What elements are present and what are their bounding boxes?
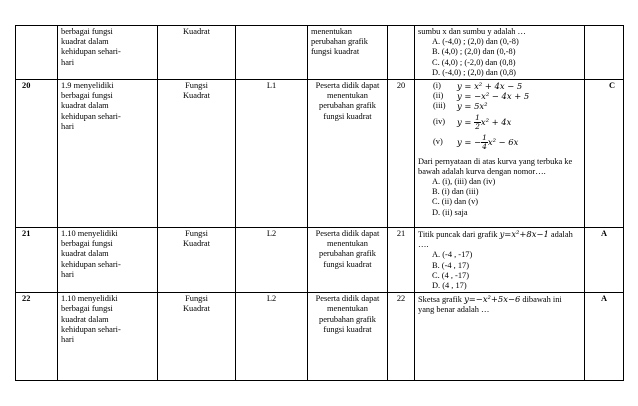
answer-cell: C — [585, 80, 624, 228]
question-equation: y=−x²+5x−6 — [464, 294, 521, 305]
descriptor-cell — [308, 228, 388, 293]
descriptor-line: menentukan — [327, 304, 368, 314]
question-continuation: …. — [418, 240, 429, 250]
indicator-line: berbagai fungsi — [61, 91, 113, 101]
equation-suffix: x² − 6x — [487, 136, 519, 147]
indicator-line: hari — [61, 57, 75, 67]
material-cell — [158, 293, 236, 381]
material-line: Fungsi — [185, 294, 208, 304]
equation-item — [418, 91, 581, 101]
level-cell — [236, 26, 308, 80]
descriptor-cell — [308, 293, 388, 381]
fraction — [474, 114, 481, 131]
table-row — [16, 26, 624, 80]
question-suffix: adalah — [548, 230, 573, 240]
descriptor-line: menentukan — [327, 239, 368, 249]
question-grid-table — [15, 25, 624, 381]
indicator-line: kuadrat dalam — [61, 37, 109, 47]
option-a: A. (-4 , -17) — [432, 250, 473, 260]
indicator-cell — [58, 228, 158, 293]
option-a: A. (i), (iii) dan (iv) — [432, 177, 496, 187]
option-c: C. (4 , -17) — [432, 270, 469, 280]
option-d: D. (-4,0) ; (2,0) dan (0,8) — [432, 67, 516, 77]
indicator-line: kuadrat dalam — [61, 101, 109, 111]
question-cell — [415, 228, 585, 293]
answer-cell — [585, 26, 624, 80]
indicator-line: 1.9 menyelidiki — [61, 81, 114, 91]
material-line: Kuadrat — [183, 239, 210, 249]
indicator-line: kehidupan sehari- — [61, 111, 121, 121]
descriptor-line: perubahan grafik — [319, 314, 376, 324]
number-cell — [16, 26, 58, 80]
indicator-line: kehidupan sehari- — [61, 47, 121, 57]
option-b: B. (i) dan (iii) — [432, 187, 479, 197]
material-line: Kuadrat — [183, 304, 210, 314]
question-equation: y=x²+8x−1 — [499, 229, 549, 240]
option-a: A. (-4,0) ; (2,0) dan (0,-8) — [432, 37, 519, 47]
indicator-cell — [58, 80, 158, 228]
indicator-line: 1.10 menyelidiki — [61, 294, 118, 304]
question-cell — [415, 293, 585, 381]
question-suffix: dibawah ini — [520, 295, 562, 305]
indicator-line: berbagai fungsi — [61, 239, 113, 249]
option-d: D. (ii) saja — [432, 207, 468, 217]
level-cell: L2 — [236, 228, 308, 293]
equation-label: (iv) — [433, 117, 446, 127]
option-b: B. (-4 , 17) — [432, 260, 469, 270]
fraction-denominator: 4 — [482, 141, 487, 151]
fraction-numerator: 1 — [475, 112, 480, 122]
descriptor-line: Peserta didik dapat — [315, 229, 380, 239]
descriptor-line: Peserta didik dapat — [315, 81, 380, 91]
descriptor-line: fungsi kuadrat — [311, 47, 360, 57]
fraction-denominator: 2 — [475, 121, 480, 131]
number-cell: 22 — [16, 293, 58, 381]
descriptor-line: perubahan grafik — [319, 249, 376, 259]
option-c: C. (4,0) ; (-2,0) dan (0,8) — [432, 57, 516, 67]
descriptor-line: menentukan — [327, 91, 368, 101]
equation-item — [418, 101, 581, 111]
descriptor-line: perubahan grafik — [319, 101, 376, 111]
equation-suffix: x² + 4x — [480, 116, 512, 127]
option-b: B. (4,0) ; (2,0) dan (0,-8) — [432, 47, 516, 57]
table-row — [16, 228, 624, 293]
number-cell: 21 — [16, 228, 58, 293]
option-c: C. (ii) dan (v) — [432, 197, 479, 207]
question-prefix: Sketsa grafik — [418, 295, 465, 305]
question-text: bawah adalah kurva dengan nomor…. — [418, 166, 546, 176]
question-text: Dari pernyataan di atas kurva yang terbuka ke — [418, 156, 573, 166]
question-text — [418, 294, 581, 305]
descriptor-line: fungsi kuadrat — [323, 324, 372, 334]
question-number-cell: 20 — [388, 80, 415, 228]
descriptor-line: Peserta didik dapat — [315, 294, 380, 304]
indicator-line: 1.10 menyelidiki — [61, 229, 118, 239]
question-text: sumbu x dan sumbu y adalah … — [418, 27, 526, 36]
table-row — [16, 80, 624, 228]
indicator-line: kuadrat dalam — [61, 314, 109, 324]
equation-label: (v) — [433, 137, 443, 147]
question-cell — [415, 80, 585, 228]
descriptor-line: menentukan — [311, 27, 352, 36]
indicator-line: berbagai fungsi — [61, 304, 113, 314]
descriptor-line: perubahan grafik — [311, 37, 368, 47]
equation — [457, 114, 511, 131]
question-number-cell — [388, 26, 415, 80]
fraction-numerator: 1 — [482, 132, 487, 142]
equation-item — [418, 134, 581, 151]
material-cell — [158, 80, 236, 228]
descriptor-line: fungsi kuadrat — [323, 259, 372, 269]
indicator-line: kehidupan sehari- — [61, 259, 121, 269]
material-line: Fungsi — [185, 229, 208, 239]
material-line: Fungsi — [185, 81, 208, 91]
equation-prefix: y = — [457, 116, 475, 127]
equation-label: (iii) — [433, 101, 446, 111]
material-cell: Kuadrat — [158, 26, 236, 80]
number-cell: 20 — [16, 80, 58, 228]
option-d: D. (4 , 17) — [432, 281, 467, 291]
question-text — [418, 229, 581, 240]
equation — [457, 134, 518, 151]
equation-label: (ii) — [433, 91, 444, 101]
level-cell: L2 — [236, 293, 308, 381]
indicator-line: hari — [61, 121, 75, 131]
indicator-line: berbagai fungsi — [61, 27, 113, 36]
question-prefix: Titik puncak dari grafik — [418, 230, 500, 240]
equation: y = x² + 4x − 5 — [457, 81, 523, 92]
equation-item — [418, 114, 581, 131]
indicator-cell — [58, 293, 158, 381]
question-number-cell: 21 — [388, 228, 415, 293]
descriptor-line: fungsi kuadrat — [323, 111, 372, 121]
indicator-cell — [58, 26, 158, 80]
fraction — [481, 134, 488, 151]
equation: y = −x² − 4x + 5 — [457, 91, 530, 102]
indicator-line: kehidupan sehari- — [61, 324, 121, 334]
answer-cell: A — [585, 293, 624, 381]
question-continuation: yang benar adalah … — [418, 305, 490, 315]
indicator-line: hari — [61, 269, 75, 279]
equation-item — [418, 81, 581, 91]
material-line: Kuadrat — [183, 91, 210, 101]
descriptor-cell — [308, 26, 388, 80]
equation: y = 5x² — [457, 101, 488, 112]
question-cell — [415, 26, 585, 80]
level-cell: L1 — [236, 80, 308, 228]
indicator-line: hari — [61, 335, 75, 345]
indicator-line: kuadrat dalam — [61, 249, 109, 259]
table-row — [16, 293, 624, 381]
answer-cell: A — [585, 228, 624, 293]
equation-prefix: y = − — [457, 136, 482, 147]
equation-label: (i) — [433, 81, 441, 91]
material-cell — [158, 228, 236, 293]
descriptor-cell — [308, 80, 388, 228]
question-number-cell: 22 — [388, 293, 415, 381]
